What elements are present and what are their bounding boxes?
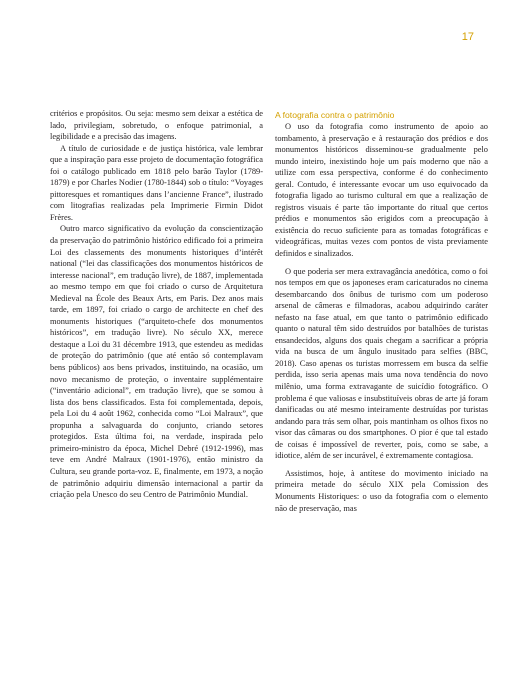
paragraph: Outro marco significativo da evolução da conscientização da preservação do patrimônio histórico edificado foi a primeira Loi des classements des monuments historiques d’intérêt national (“lei das classificações dos monumentos históricos de interesse nacional”, em tradução livre), de 1887, implementada ao mesmo tempo em que foi criado o curso de Arquitetura Medieval na École des Beaux Arts, em Paris. Dez anos mais tarde, em 1897, foi criado o cargo de architecte en chef des monuments historiques (“arquiteto-chefe dos monumentos históricos”, em tradução livre). No século XX, merece destaque a Loi du 31 décembre 1913, que estendeu as medidas de proteção do patrimônio (que até então só contemplavam bens públicos) aos bens privados, instituindo, na ocasião, um novo mecanismo de proteção, o inventaire supplémentaire (“inventário adicional”, em tradução livre), que se somou à lista dos bens classificados. Esta foi complementada, depois, pela Loi du 4 août 1962, conhecida como “Loi Malraux”, que propunha a salvaguarda do conjunto, criando setores protegidos. Esta última foi, na verdade, inspirada pelo primeiro-ministro da época, Michel Debré (1912-1996), mas teve em André Malraux (1901-1976), então ministro da Cultura, seu grande porta-voz. E, finalmente, em 1973, a noção de patrimônio adquiriu dimensão internacional a partir da criação pela Unesco do seu Centro de Patrimônio Mundial. — [50, 224, 263, 500]
paragraph: O que poderia ser mera extravagância anedótica, como o foi nos tempos em que os japoneses eram caricaturados no cinema desembarcando dos ônibus de turismo com um poderoso arsenal de câmeras e filmadoras, acabou adquirindo caráter nefasto na fase atual, em que tanto o patrimônio edificado quanto o natural têm sido destruídos por batalhões de turistas ensandecidos, alguns dos quais chegam a sacrificar a própria vida na busca de um ângulo inusitado para selfies (BBC, 2018). Caso apenas os turistas morressem em busca da selfie perdida, isso seria apenas mais uma nova tendência do novo milênio, uma forma extravagante de suicídio fotográfico. O problema é que valiosas e insubstituíveis obras de arte já foram danificadas ou até mesmo inteiramente destruídas por turistas andando para trás sem olhar, pois mantinham os olhos fixos no visor das câmaras ou dos smartphones. O pior é que tal estado de coisas é impossível de reverter, pois, como se sabe, a idiotice, além de ser incurável, é extremamente contagiosa. — [275, 266, 488, 461]
page-number: 17 — [461, 31, 474, 43]
paragraph: O uso da fotografia como instrumento de apoio ao tombamento, à preservação e à restauração dos prédios e dos monumentos históricos disseminou-se gradualmente pelo mundo inteiro, inexistindo hoje um país moderno que não a utilize com essa perspectiva, conforme é do conhecimento geral. Contudo, é interessante evocar um uso equivocado da fotografia ligado ao turismo cultural em que a realização de registros visuais é parte tão importante do ritual que certos prédios e monumentos são erigidos com a preocupação à existência do recuo suficiente para as tomadas fotográficas e videográficas, muitas vezes com pontos de vista previamente definidos e sinalizados. — [275, 122, 488, 259]
right-column — [275, 110, 488, 514]
paragraph: critérios e propósitos. Ou seja: mesmo sem deixar a estética de lado, privilegiam, sobretudo, o enfoque patrimonial, a legibilidade e a precisão das imagens. — [50, 109, 263, 142]
paragraph: A título de curiosidade e de justiça histórica, vale lembrar que a inspiração para esse projeto de documentação fotográfica foi o catálogo publicado em 1818 pelo barão Taylor (1789-1879) e por Charles Nodier (1780-1844) sob o título: “Voyages pittoresques et romantiques dans l’ancienne France”, ilustrado com litografias realizadas pela Imprimerie Firmin Didot Frères. — [50, 143, 263, 222]
left-column — [50, 108, 263, 501]
section-heading: A fotografia contra o patrimônio — [275, 110, 395, 120]
paragraph: Assistimos, hoje, à antítese do movimento iniciado na primeira metade do século XIX pela Comission des Monuments Historiques: o uso da fotografia com o elemento não de preservação, mas — [275, 468, 488, 513]
